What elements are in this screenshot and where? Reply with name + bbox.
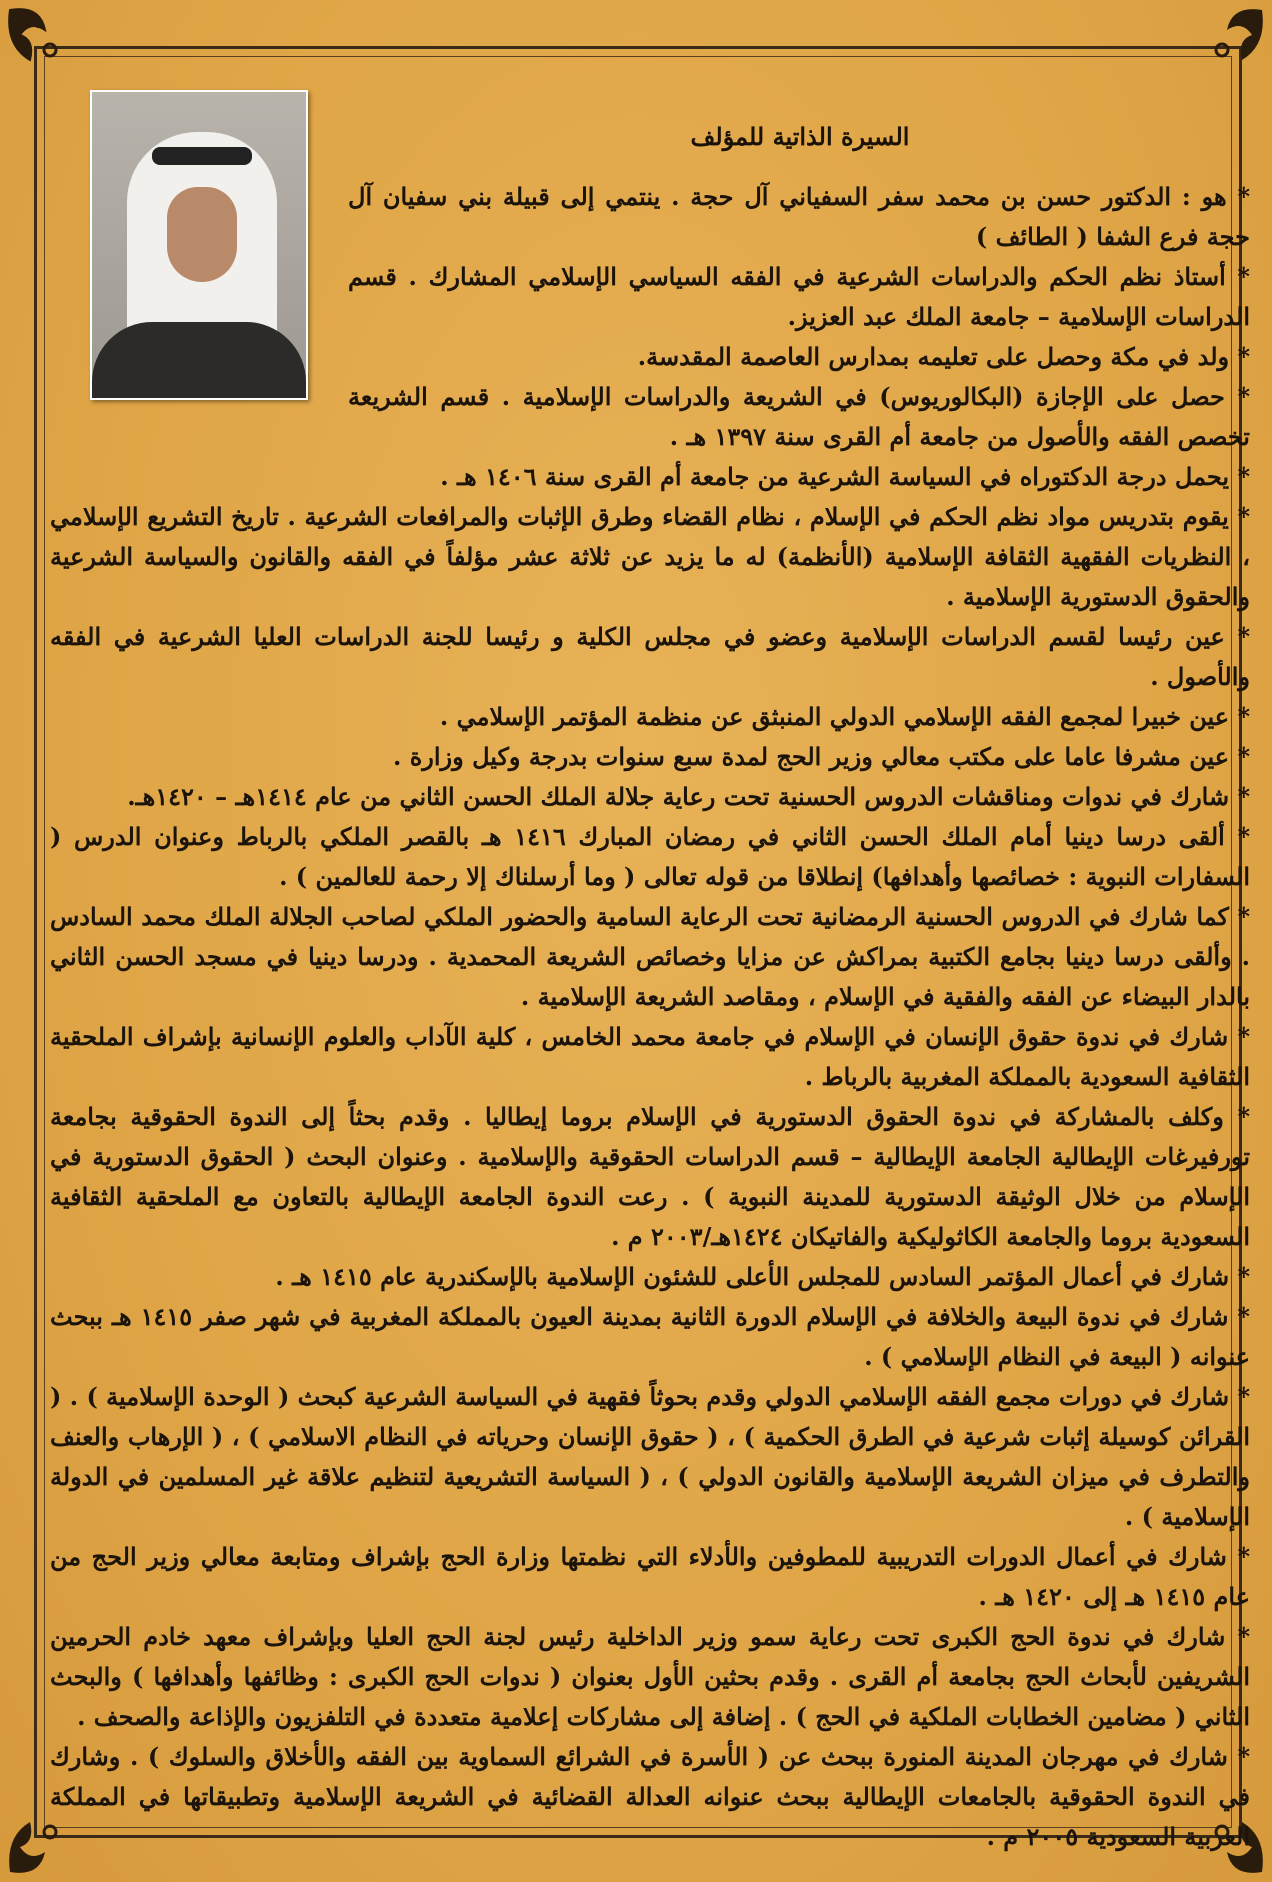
biography-item: * هو : الدكتور حسن بن محمد سفر السفياني آل حجة . ينتمي إلى قبيلة بني سفيان آل حجة فرع الشفا ( الطائف ): [348, 182, 1250, 251]
biography-item: * عين مشرفا عاما على مكتب معالي وزير الحج لمدة سبع سنوات بدرجة وكيل وزارة .: [393, 742, 1250, 771]
biography-content: [50, 88, 1250, 1857]
biography-item: * ولد في مكة وحصل على تعليمه بمدارس العاصمة المقدسة.: [637, 342, 1250, 371]
biography-list: [50, 177, 1250, 1857]
biography-item: * يحمل درجة الدكتوراه في السياسة الشرعية من جامعة أم القرى سنة ١٤٠٦ هـ .: [440, 462, 1250, 491]
biography-item: * يقوم بتدريس مواد نظم الحكم في الإسلام ، نظام القضاء وطرق الإثبات والمرافعات الشرعية . تاريخ التشريع الإسلامي ، النظريات الفقهية الثقافة الإسلامية (الأنظمة) له ما يزيد عن ثلاثة عشر مؤلفاً في الفقه والقانون والسياسة الشرعية والحقوق الدستورية الإسلامية .: [50, 502, 1250, 611]
biography-item: * شارك في أعمال المؤتمر السادس للمجلس الأعلى للشئون الإسلامية بالإسكندرية عام ١٤١٥ هـ .: [275, 1262, 1250, 1291]
biography-item: * حصل على الإجازة (البكالوريوس) في الشريعة والدراسات الإسلامية . قسم الشريعة تخصص الفقه والأصول من جامعة أم القرى سنة ١٣٩٧ هـ .: [348, 382, 1250, 451]
biography-item: * ألقى درسا دينيا أمام الملك الحسن الثاني في رمضان المبارك ١٤١٦ هـ بالقصر الملكي بالرباط وعنوان الدرس ( السفارات النبوية : خصائصها وأهدافها) إنطلاقا من قوله تعالى ( وما أرسلناك إلا رحمة للعالمين ) .: [50, 822, 1250, 891]
biography-item: * شارك في مهرجان المدينة المنورة ببحث عن ( الأسرة في الشرائع السماوية بين الفقه والأخلاق والسلوك ) . وشارك في الندوة الحقوقية بالجامعات الإيطالية ببحث عنوانه العدالة القضائية في الشريعة الإسلامية وتطبيقاتها في المملكة العربية السعودية ٢٠٠٥ م .: [50, 1742, 1250, 1851]
biography-item: * وكلف بالمشاركة في ندوة الحقوق الدستورية في الإسلام بروما إيطاليا . وقدم بحثاً إلى الندوة الحقوقية بجامعة تورفيرغات الإيطالية الجامعة الإيطالية – قسم الدراسات الحقوقية والإسلامية . وعنوان البحث ( الحقوق الدستورية في الإسلام من خلال الوثيقة الدستورية للمدينة النبوية ) . رعت الندوة الجامعة الإيطالية بالتعاون مع الملحقية الثقافية السعودية بروما والجامعة الكاثوليكية والفاتيكان ١٤٢٤هـ/٢٠٠٣ م .: [50, 1102, 1250, 1251]
corner-ornament-icon: [1182, 0, 1272, 90]
biography-item: * أستاذ نظم الحكم والدراسات الشرعية في الفقه السياسي الإسلامي المشارك . قسم الدراسات الإسلامية – جامعة الملك عبد العزيز.: [348, 262, 1250, 331]
biography-item: * عين خبيرا لمجمع الفقه الإسلامي الدولي المنبثق عن منظمة المؤتمر الإسلامي .: [439, 702, 1250, 731]
biography-item: * شارك في ندوات ومناقشات الدروس الحسنية تحت رعاية جلالة الملك الحسن الثاني من عام ١٤١٤هـ – ١٤٢٠هـ.: [127, 782, 1250, 811]
page-title: السيرة الذاتية للمؤلف: [690, 122, 910, 151]
biography-item: * كما شارك في الدروس الحسنية الرمضانية تحت الرعاية السامية والحضور الملكي لصاحب الجلالة الملك محمد السادس . وألقى درسا دينيا بجامع الكتبية بمراكش عن مزايا وخصائص الشريعة المحمدية . ودرسا دينيا في مسجد الحسن الثاني بالدار البيضاء عن الفقه والفقية في الإسلام ، ومقاصد الشريعة الإسلامية .: [50, 902, 1250, 1011]
biography-item: * شارك في ندوة الحج الكبرى تحت رعاية سمو وزير الداخلية رئيس لجنة الحج العليا وبإشراف معهد خادم الحرمين الشريفين لأبحاث الحج بجامعة أم القرى . وقدم بحثين الأول بعنوان ( ندوات الحج الكبرى : وظائفها وأهدافها ) والبحث الثاني ( مضامين الخطابات الملكية في الحج ) . إضافة إلى مشاركات إعلامية متعددة في التلفزيون والإذاعة والصحف .: [50, 1622, 1250, 1731]
biography-item: * شارك في ندوة حقوق الإنسان في الإسلام في جامعة محمد الخامس ، كلية الآداب والعلوم الإنسانية بإشراف الملحقية الثقافية السعودية بالمملكة المغربية بالرباط .: [50, 1022, 1250, 1091]
author-photo: [90, 90, 308, 400]
biography-item: * شارك في أعمال الدورات التدريبية للمطوفين والأدلاء التي نظمتها وزارة الحج بإشراف ومتابعة معالي وزير الحج من عام ١٤١٥ هـ إلى ١٤٢٠ هـ .: [50, 1542, 1250, 1611]
biography-item: * عين رئيسا لقسم الدراسات الإسلامية وعضو في مجلس الكلية و رئيسا للجنة الدراسات العليا الشرعية في الفقه والأصول .: [50, 622, 1250, 691]
biography-item: * شارك في ندوة البيعة والخلافة في الإسلام الدورة الثانية بمدينة العيون بالمملكة المغربية في شهر صفر ١٤١٥ هـ ببحث عنوانه ( البيعة في النظام الإسلامي ) .: [50, 1302, 1250, 1371]
biography-item: * شارك في دورات مجمع الفقه الإسلامي الدولي وقدم بحوثاً فقهية في السياسة الشرعية كبحث ( الوحدة الإسلامية ) . ( القرائن كوسيلة إثبات شرعية في الطرق الحكمية ) ، ( حقوق الإنسان وحرياته في النظام الاسلامي ) ، ( الإرهاب والعنف والتطرف في ميزان الشريعة الإسلامية والقانون الدولي ) ، ( السياسة التشريعية لتنظيم علاقة غير المسلمين في الدولة الإسلامية ) .: [50, 1382, 1250, 1531]
corner-ornament-icon: [0, 0, 90, 90]
